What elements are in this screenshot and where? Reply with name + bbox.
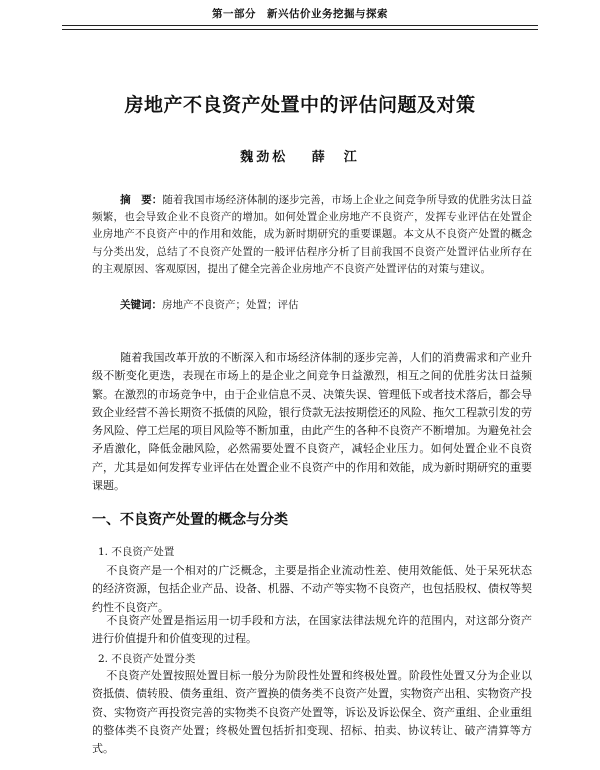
paragraph-text: 不良资产是一个相对的广泛概念，主要是指企业流动性差、使用效能低、处于呆死状态的经济资源，包括企业产品、设备、机器、不动产等实物不良资产，也包括股权、债权等契约性不良资产。 bbox=[92, 564, 532, 614]
intro-text: 随着我国改革开放的不断深入和市场经济体制的逐步完善，人们的消费需求和产业升级不断变化更迭，表现在市场上的是企业之间竞争日益激烈，相互之间的优胜劣汰日益频繁。在激烈的市场竞争中，由于企业信息不灵、决策失误、管理低下或者技术落后，都会导致企业经营不善长期资不抵债的风险，银行贷款无法按期偿还的风险、拖欠工程款引发的劳务风险、停工烂尾的项目风险等不断加重，由此产生的各种不良资产不断增加。为避免社会矛盾激化，降低金融风险，必然需要处置不良资产，减轻企业压力。如何处置企业不良资产，尤其是如何发挥专业评估在处置企业不良资产中的作用和效能，成为新时期研究的重要课题。 bbox=[92, 351, 532, 493]
paragraph-text: 不良资产处置按照处置目标一般分为阶段性处置和终极处置。阶段性处置又分为企业以资抵债、债转股、债务重组、资产置换的债务类不良资产处置，实物资产出租、实物资产投资、实物资产再投资完善的实物类不良资产处置等，诉讼及诉讼保全、资产重组、企业重组的整体类不良资产处置；终极处置包括折扣变现、招标、拍卖、协议转让、破产清算等方式。 bbox=[92, 669, 532, 756]
abstract-text: 随着我国市场经济体制的逐步完善，市场上企业之间竞争所导致的优胜劣汰日益频繁，也会导致企业不良资产的增加。如何处置企业房地产不良资产，发挥专业评估在处置企业房地产不良资产中的作用和效能，成为新时期研究的重要课题。本文从不良资产处置的概念与分类出发，总结了不良资产处置的一般评估程序分析了目前我国不良资产处置评估业所存在的主观原因、客观原因，提出了健全完善企业房地产不良资产处置评估的对策与建议。 bbox=[92, 194, 533, 275]
subsection-heading-1: 1. 不良资产处置 bbox=[98, 546, 175, 558]
keywords-label: 关键词： bbox=[120, 299, 162, 311]
section-paragraph-1 bbox=[92, 562, 532, 617]
article-title: 房地产不良资产处置中的评估问题及对策 bbox=[124, 94, 476, 116]
keywords bbox=[120, 297, 540, 314]
section-paragraph-3 bbox=[92, 667, 532, 758]
intro-paragraph bbox=[92, 349, 532, 495]
header-rule-thin bbox=[62, 29, 538, 30]
article-authors: 魏劲松 薛 江 bbox=[240, 150, 360, 165]
keywords-text: 房地产不良资产；处置；评估 bbox=[162, 299, 299, 311]
header-rule bbox=[62, 25, 538, 26]
abstract-label: 摘 要： bbox=[120, 194, 163, 206]
running-header: 第一部分 新兴估价业务挖掘与探索 bbox=[212, 8, 388, 20]
subsection-heading-2: 2. 不良资产处置分类 bbox=[98, 653, 196, 665]
abstract bbox=[92, 192, 532, 278]
section-paragraph-2 bbox=[92, 612, 532, 649]
section-heading: 一、不良资产处置的概念与分类 bbox=[92, 512, 288, 528]
paragraph-text: 不良资产处置是指运用一切手段和方法，在国家法律法规允许的范围内，对这部分资产进行价值提升和价值变现的过程。 bbox=[92, 614, 532, 646]
